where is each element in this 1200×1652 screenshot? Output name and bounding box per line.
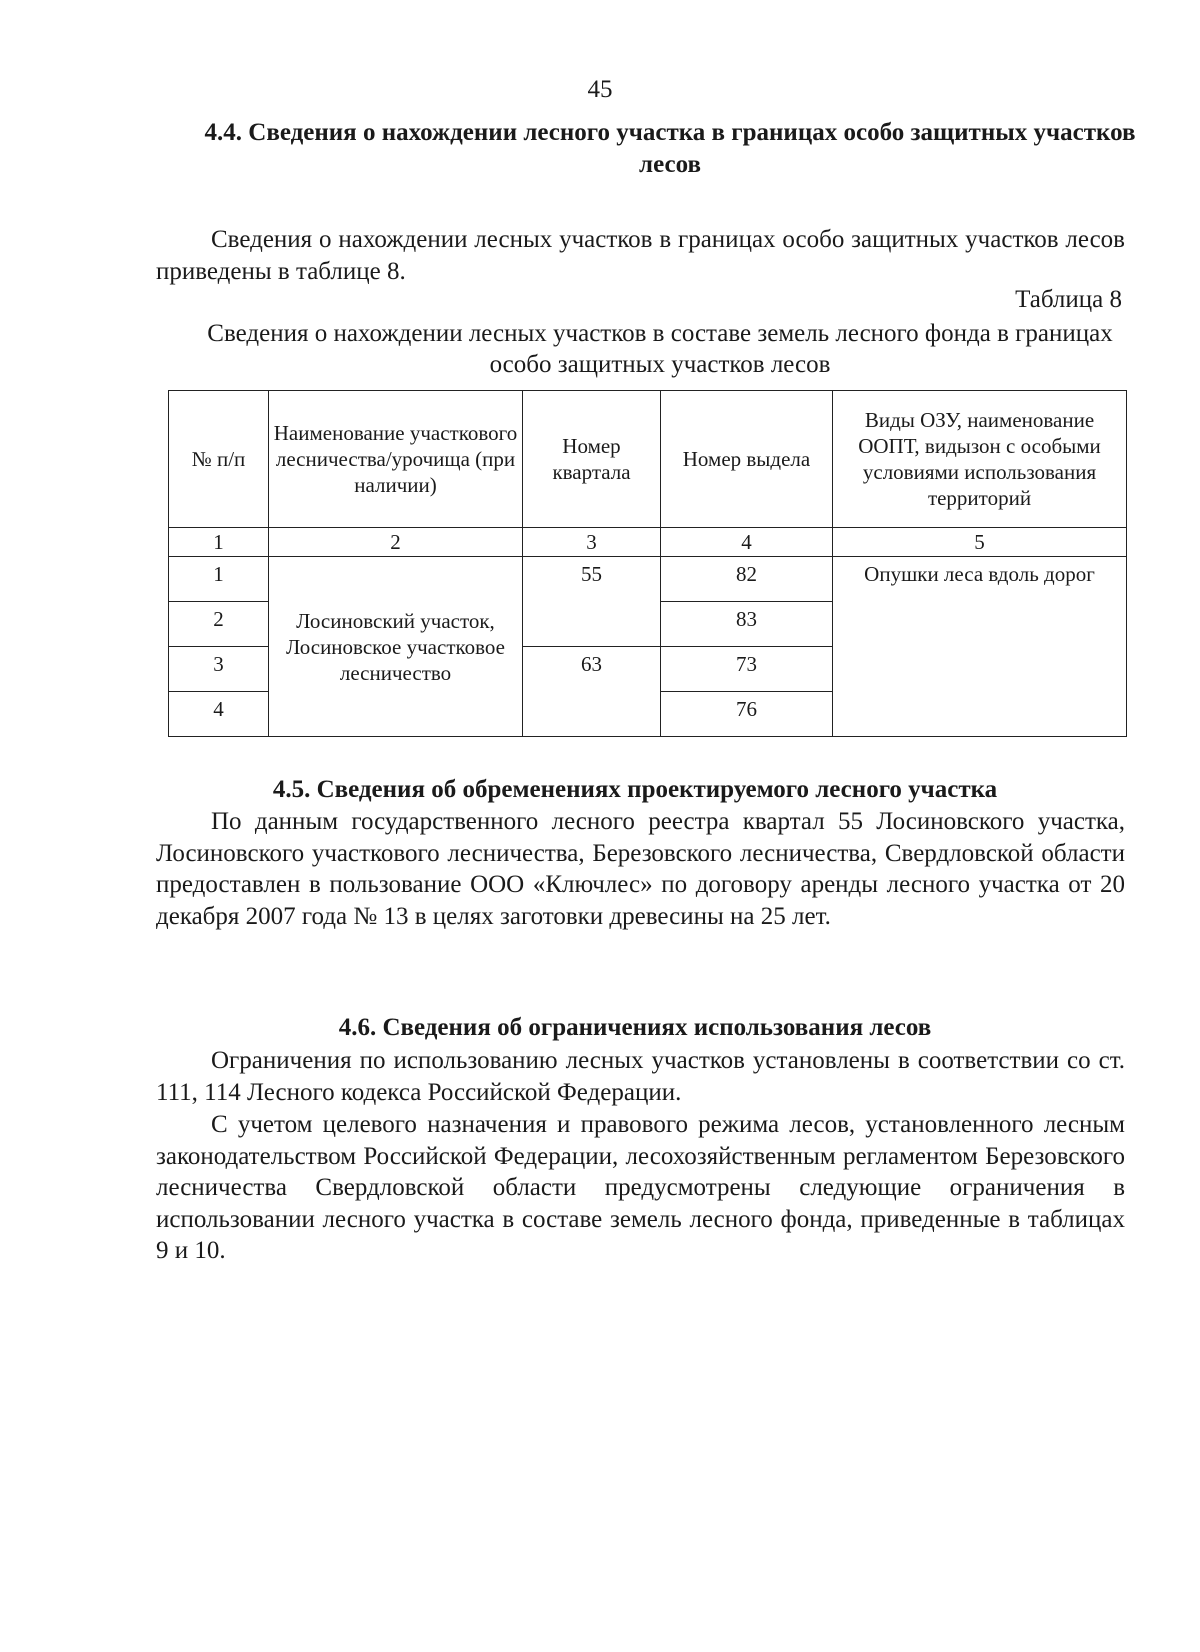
row-number: 3 [169, 647, 269, 692]
vydel-cell: 73 [661, 647, 833, 692]
column-number: 1 [169, 528, 269, 557]
table-label: Таблица 8 [1015, 286, 1122, 313]
header-cell: Виды ОЗУ, наименование ООПТ, видызон с особыми условиями использования территорий [833, 391, 1127, 528]
vydel-cell: 82 [661, 557, 833, 602]
section-4-6-text-2: С учетом целевого назначения и правового режима лесов, установленного лесным законодательством Российской Федерации, лесохозяйственным регламентом Березовского лесничества Свердловской области предусмотрены следующие ограничения в использовании лесного участка в составе земель лесного фонда, приведенные в таблицах 9 и 10. [156, 1111, 1125, 1264]
kvartal-cell: 55 [523, 557, 661, 647]
page-number: 45 [587, 76, 613, 103]
column-number: 4 [661, 528, 833, 557]
section-4-4-text: Сведения о нахождении лесных участков в границах особо защитных участков лесов приведены в таблице 8. [156, 226, 1125, 285]
vydel-cell: 76 [661, 692, 833, 737]
table-row [169, 557, 1127, 602]
section-4-6-text-1: Ограничения по использованию лесных участков установлены в соответствии со ст. 111, 114 Лесного кодекса Российской Федерации. [156, 1047, 1125, 1106]
row-number: 1 [169, 557, 269, 602]
column-number: 5 [833, 528, 1127, 557]
column-number: 3 [523, 528, 661, 557]
section-4-5-text: По данным государственного лесного реестра квартал 55 Лосиновского участка, Лосиновского участкового лесничества, Березовского лесничества, Свердловской области предоставлен в пользование ООО «Ключлес» по договору аренды лесного участка от 20 декабря 2007 года № 13 в целях заготовки древесины на 25 лет. [156, 808, 1125, 930]
header-cell: Номер квартала [523, 391, 661, 528]
row-number: 2 [169, 602, 269, 647]
column-number: 2 [269, 528, 523, 557]
ozu-cell: Опушки леса вдоль дорог [833, 557, 1127, 737]
table-8 [168, 390, 1127, 737]
header-cell: № п/п [169, 391, 269, 528]
lesnichestvo-cell: Лосиновский участок, Лосиновское участковое лесничество [269, 557, 523, 737]
table-header-row [169, 391, 1127, 528]
vydel-cell: 83 [661, 602, 833, 647]
section-4-6-heading: 4.6. Сведения об ограничениях использования лесов [338, 1014, 932, 1041]
kvartal-cell: 63 [523, 647, 661, 737]
table-caption: Сведения о нахождении лесных участков в составе земель лесного фонда в границах особо защитных участков лесов [207, 320, 1113, 378]
header-cell: Номер выдела [661, 391, 833, 528]
column-number-row [169, 528, 1127, 557]
row-number: 4 [169, 692, 269, 737]
section-4-4-heading: 4.4. Сведения о нахождении лесного участка в границах особо защитных участков лесов [204, 119, 1136, 178]
header-cell: Наименование участкового лесничества/урочища (при наличии) [269, 391, 523, 528]
section-4-5-heading: 4.5. Сведения об обременениях проектируемого лесного участка [272, 776, 998, 803]
